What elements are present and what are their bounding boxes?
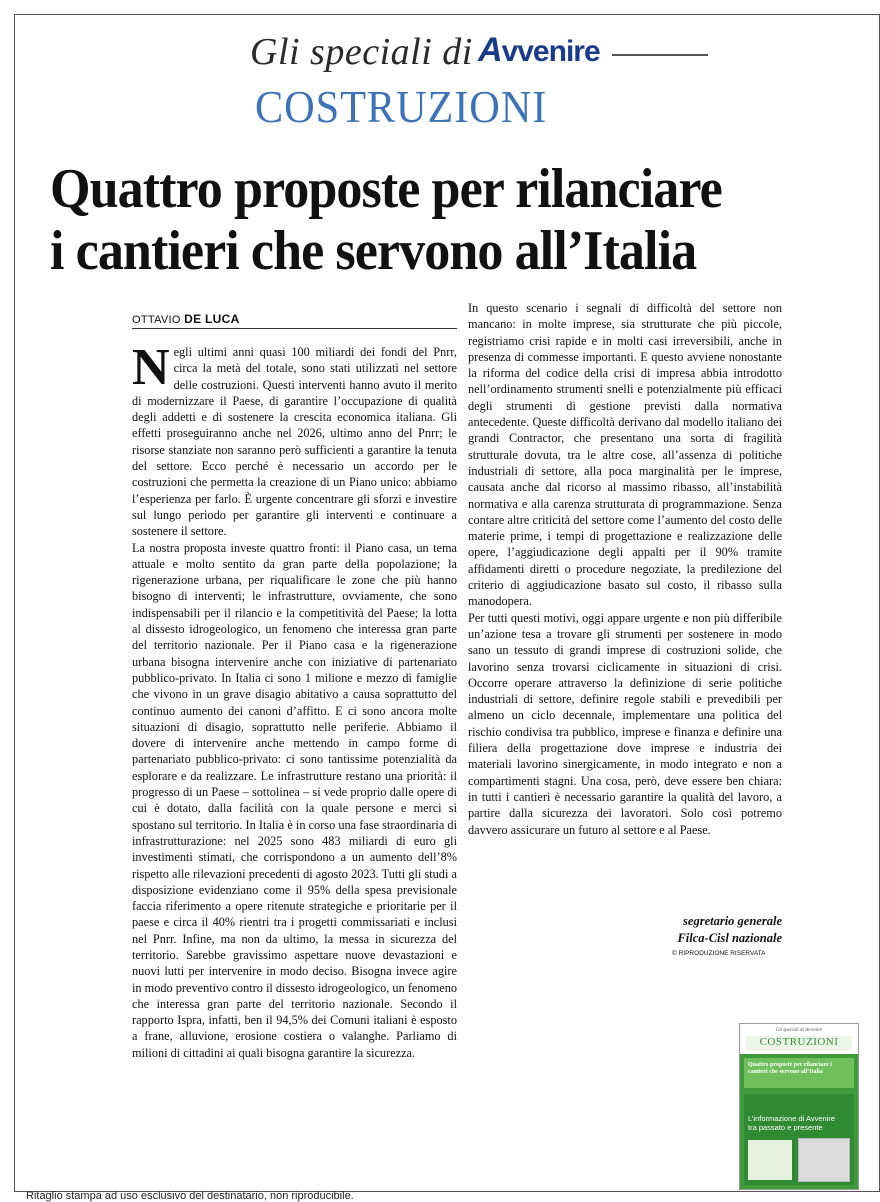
paragraph: La nostra proposta investe quattro fronti: il Piano casa, un tema attuale e molto sentito da gran parte della popolazione; la rigenerazione urbana, per riqualificare le zone che più hanno bisogno di interventi; le infrastrutture, ovviamente, che sono indispensabili per il rilancio e la competitività del Paese; la lotta al dissesto idrogeologico, un fenomeno che interessa gran parte del territorio nazionale. Per il Piano casa e la rigenerazione urbana bisogna intervenire anche con iniziative di partenariato pubblico-privato. In Italia ci sono 1 milione e mezzo di famiglie che vivono in un grave disagio abitativo a causa soprattutto del continuo aumento dei canoni d’affitto. E ci sono ancora molte situazioni di disagio, soprattutto nelle periferie. Abbiamo il dovere di intervenire anche mettendo in campo forme di partenariato pubblico-privato: ci sono tantissime potenzialità da esplorare e da realizzare. Le infrastrutture restano una priorità: il progresso di un Paese – sottolinea – si vede proprio dalle opere di cui è dotato, dalla facilità con la quale persone e merci si spostano sul territorio. In Italia è in corso una fase straordinaria di infrastrutturazione: nel 2025 sono 483 miliardi di euro gli investimenti stimati, che corrispondono a un aumento dell’8% rispetto alle rilevazioni precedenti di agosto 2023. Tutti gli studi a disposizione evidenziano come il 95% della spesa previsionale faccia riferimento a opere ritenute strategiche e prioritarie per il paese e circa il 40% rientri tra i progetti commissariati e inclusi nel Pnrr. Infine, ma non da ultimo, la messa in sicurezza del territorio. Sarebbe gravissimo aspettare nuove devastazioni e nuovi lutti per intervenire in modo deciso. Bisogna invece agire in modo preventivo contro il dissesto idrogeologico, un fenomeno che interessa gran parte del territorio nazionale. Secondo il rapporto Ispra, infatti, ben il 94,5% dei Comuni italiani è esposto a frane, alluvione, erosione costiera o valanghe. Parliamo di milioni di cittadini ai quali bisogna garantire la sicurezza. xyxy=(132,540,457,1060)
section-title: COSTRUZIONI xyxy=(255,81,548,132)
thumbnail-badge xyxy=(748,1140,792,1180)
article-column-2 xyxy=(468,300,782,838)
copyright-note: © RIPRODUZIONE RISERVATA xyxy=(672,950,766,957)
special-kicker: Gli speciali di xyxy=(250,31,473,73)
kicker-rule xyxy=(612,54,708,56)
thumbnail-kicker: Gli speciali di Avvenire xyxy=(775,1028,823,1033)
paragraph: Negli ultimi anni quasi 100 miliardi dei fondi del Pnrr, circa la metà del totale, sono stati utilizzati nel settore delle costruzioni. Questi interventi hanno avuto il merito di modernizzare il Paese, di garantire l’occupazione di qualità degli addetti e di sostenere la crescita economica italiana. Gli effetti proseguiranno anche nel 2026, ultimo anno del Pnrr; le risorse stanziate non saranno però sufficienti a garantire la tenuta del settore. Ecco perché è necessario un accordo per le costruzioni che permetta la creazione di un Piano unico: abbiamo l’esperienza per farlo. È urgente concentrare gli sforzi e investire sul lungo periodo per garantire gli interventi e continuare a sostenere il settore. xyxy=(132,339,457,539)
thumbnail-headline: Quattro proposte per rilanciare i cantieri che servono all’Italia xyxy=(748,1062,832,1075)
headline-line-2: i cantieri che servono all’Italia xyxy=(50,220,697,282)
page-thumbnail xyxy=(739,1023,859,1190)
thumbnail-section: COSTRUZIONI xyxy=(746,1036,852,1050)
paragraph: Per tutti questi motivi, oggi appare urgente e non più differibile un’azione tesa a trovare gli strumenti per sostenere in modo sano un tessuto di grandi imprese di costruzioni solide, che lavorino senza trovarsi ciclicamente in situazioni di crisi. Occorre operare attraverso la definizione di serie politiche industriali di settore, definire regole stabili e prevedibili per almeno un ciclo decennale, implementare una politica del rischio condivisa tra pubblico, imprese e finanza e definire una filiera della progettazione dove imprese e industria dei materiali lavorino sinergicamente, in modo integrato e non a compartimenti stagni. Una cosa, però, deve essere ben chiara: in tutti i cantieri è necessario garantire la qualità del lavoro, a partire dalla sicurezza dei lavoratori. Solo così potremo davvero assicurare un futuro al settore e al Paese. xyxy=(468,610,782,837)
headline xyxy=(50,158,794,282)
thumbnail-ad-text: L’informazione di Avvenire tra passato e presente xyxy=(748,1114,835,1132)
paragraph: In questo scenario i segnali di difficoltà del settore non mancano: in molte imprese, sia strutturate che più piccole, registriamo crisi rapide e in molti casi irreversibili, anche in presenza di commesse importanti. E questo avviene nonostante la riforma del codice della crisi di impresa abbia introdotto nell’ordinamento strumenti snelli e potenzialmente più efficaci degli strumenti di gestione previsti dalla normativa antecedente. Queste difficoltà derivano dal modello italiano dei grandi Contractor, che presentano una sorta di fragilità strutturale dovuta, tra le altre cose, all’assenza di politiche industriali di settore, alla poca marginalità per le imprese, causata anche dal ricorso al massimo ribasso, all’instabilità normativa e alla carenza strutturata di programmazione. Senza contare altre criticità del settore come l’aumento del costo delle materie prime, i tempi di progettazione e realizzazione delle opere, l’aggiudicazione degli appalti per il 90% tramite affidamenti diretti o procedure negoziate, la predilezione del criterio di aggiudicazione basato sul costo, il ribasso sulla manodopera. xyxy=(468,301,782,609)
thumbnail-book-image xyxy=(798,1138,850,1182)
avvenire-logo: Avvenire xyxy=(478,31,600,69)
footer-notice: Ritaglio stampa ad uso esclusivo del destinatario, non riproducibile. xyxy=(26,1190,354,1202)
headline-line-1: Quattro proposte per rilanciare xyxy=(50,158,722,220)
byline xyxy=(132,312,240,326)
article-column-1 xyxy=(132,339,457,1061)
drop-cap: N xyxy=(132,339,170,396)
byline-rule xyxy=(132,328,457,329)
author-signature: segretario generale Filca-Cisl nazionale xyxy=(677,914,782,945)
author-last-name: DE LUCA xyxy=(184,312,240,326)
author-first-name: OTTAVIO xyxy=(132,314,181,326)
